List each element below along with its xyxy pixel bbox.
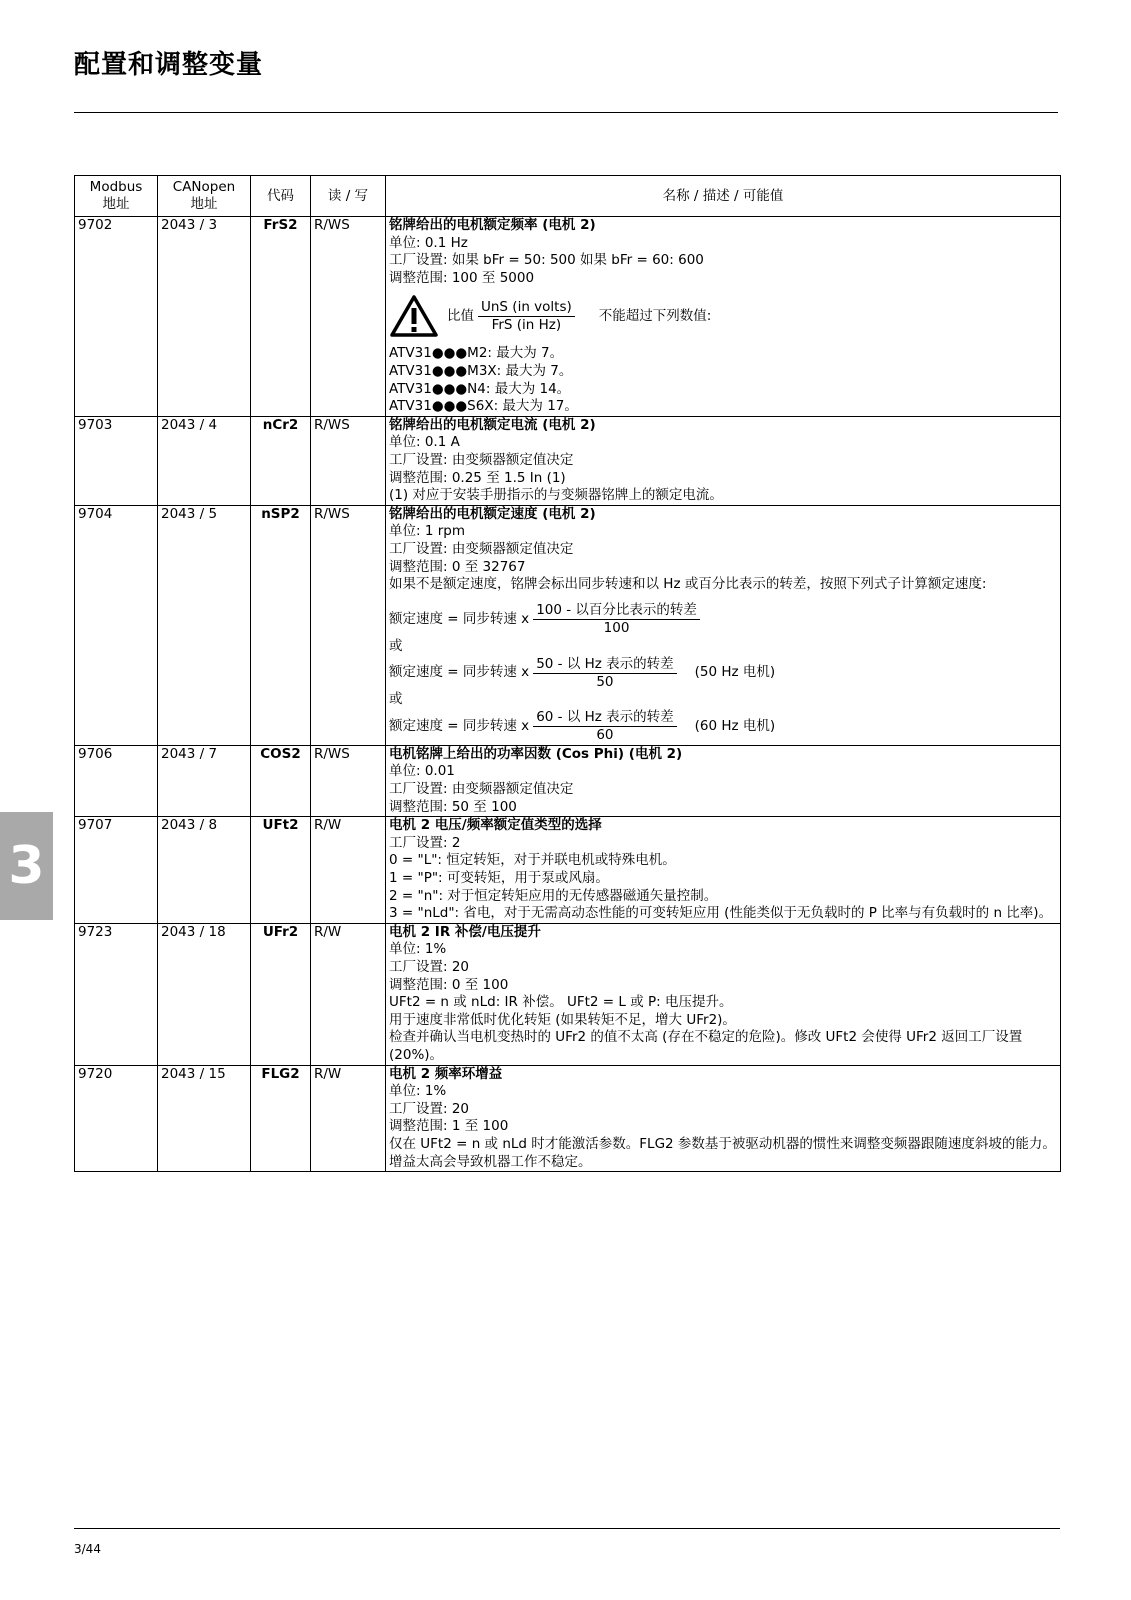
description-line: 调整范围: 1 至 100 (389, 1118, 509, 1135)
canopen-address: 2043 / 3 (158, 217, 251, 417)
description-line: 仅在 UFt2 = n 或 nLd 时才能激活参数。FLG2 参数基于被驱动机器的惯性来调整变频器跟随速度斜坡的能力。 (389, 1135, 1056, 1152)
description-line: 0 = "L": 恒定转矩，对于并联电机或特殊电机。 (389, 852, 676, 869)
description-line: 工厂设置: 由变频器额定值决定 (389, 540, 574, 557)
description-line: 调整范围: 0 至 32767 (389, 558, 526, 575)
formula-percent (389, 602, 1057, 638)
formula-note: (50 Hz 电机) (694, 664, 776, 681)
canopen-address: 2043 / 18 (158, 923, 251, 1065)
description-line: 工厂设置: 20 (389, 1100, 470, 1117)
modbus-address: 9703 (75, 416, 158, 505)
formula-note: (60 Hz 电机) (694, 718, 776, 735)
read-write: R/WS (311, 505, 386, 745)
parameter-title: 电机 2 IR 补偿/电压提升 (389, 923, 541, 940)
or-label: 或 (389, 637, 403, 654)
parameter-description (386, 817, 1061, 924)
parameter-code: nSP2 (251, 505, 311, 745)
header-modbus-line1: Modbus (89, 179, 143, 195)
header-description: 名称 / 描述 / 可能值 (386, 176, 1061, 217)
header-canopen-line2: 地址 (190, 196, 218, 212)
description-line: 单位: 0.01 (389, 763, 455, 780)
table-row (75, 817, 1061, 924)
parameter-title: 电机 2 电压/频率额定值类型的选择 (389, 817, 602, 834)
ratio-numerator: UnS (in volts) (478, 299, 575, 317)
description-line: 单位: 1% (389, 1083, 447, 1100)
canopen-address: 2043 / 5 (158, 505, 251, 745)
page-title: 配置和调整变量 (74, 50, 264, 80)
parameter-code: FLG2 (251, 1065, 311, 1172)
formula-fraction (533, 656, 676, 691)
description-line: 工厂设置: 由变频器额定值决定 (389, 451, 574, 468)
table-row (75, 923, 1061, 1065)
description-line: (1) 对应于安装手册指示的与变频器铭牌上的额定电流。 (389, 487, 723, 504)
canopen-address: 2043 / 8 (158, 817, 251, 924)
limit-line: ATV31●●●N4: 最大为 14。 (389, 380, 571, 397)
parameter-description (386, 217, 1061, 417)
parameter-title: 铭牌给出的电机额定频率 (电机 2) (389, 217, 596, 233)
description-line: 调整范围: 0.25 至 1.5 In (1) (389, 469, 566, 486)
parameter-description (386, 923, 1061, 1065)
description-line: 增益太高会导致机器工作不稳定。 (389, 1153, 592, 1170)
parameter-description (386, 416, 1061, 505)
description-line: 2 = "n": 对于恒定转矩应用的无传感器磁通矢量控制。 (389, 887, 718, 904)
read-write: R/W (311, 1065, 386, 1172)
description-line: 单位: 0.1 Hz (389, 234, 468, 251)
canopen-address: 2043 / 15 (158, 1065, 251, 1172)
modbus-address: 9720 (75, 1065, 158, 1172)
parameter-code: nCr2 (251, 416, 311, 505)
footer-divider (74, 1528, 1060, 1529)
description-line: 工厂设置: 2 (389, 834, 461, 851)
formula-60hz (389, 709, 1057, 745)
header-modbus (75, 176, 158, 217)
read-write: R/W (311, 817, 386, 924)
read-write: R/WS (311, 217, 386, 417)
description-line: 用于速度非常低时优化转矩 (如果转矩不足，增大 UFr2)。 (389, 1011, 736, 1028)
description-line: 调整范围: 0 至 100 (389, 976, 509, 993)
ratio-label: 比值 (447, 307, 474, 324)
ratio-fraction (478, 299, 575, 334)
table-row (75, 416, 1061, 505)
header-divider (74, 112, 1058, 113)
description-line: 工厂设置: 20 (389, 959, 470, 975)
table-row (75, 1065, 1061, 1172)
formula-numerator: 50 - 以 Hz 表示的转差 (533, 656, 676, 674)
page-number: 3/44 (74, 1542, 101, 1556)
canopen-address: 2043 / 7 (158, 745, 251, 816)
limit-line: ATV31●●●M2: 最大为 7。 (389, 345, 564, 362)
description-line: 1 = "P": 可变转矩，用于泵或风扇。 (389, 870, 609, 887)
parameter-code: UFt2 (251, 817, 311, 924)
formula-denominator: 60 (596, 727, 614, 744)
description-line: 单位: 0.1 A (389, 434, 460, 451)
formula-lhs: 额定速度 = 同步转速 x (389, 610, 530, 627)
parameter-description (386, 505, 1061, 745)
parameter-title: 铭牌给出的电机额定电流 (电机 2) (389, 416, 596, 433)
modbus-address: 9704 (75, 505, 158, 745)
header-code: 代码 (251, 176, 311, 217)
parameter-description (386, 745, 1061, 816)
parameter-code: COS2 (251, 745, 311, 816)
header-modbus-line2: 地址 (102, 196, 130, 212)
ratio-limit-text: 不能超过下列数值: (598, 307, 712, 324)
parameter-title: 铭牌给出的电机额定速度 (电机 2) (389, 505, 596, 522)
header-read-write: 读 / 写 (311, 176, 386, 217)
header-canopen (158, 176, 251, 217)
formula-50hz (389, 655, 1057, 691)
formula-lhs: 额定速度 = 同步转速 x (389, 718, 530, 735)
formula-numerator: 60 - 以 Hz 表示的转差 (533, 709, 676, 727)
description-line: 调整范围: 50 至 100 (389, 798, 517, 815)
description-line: 单位: 1% (389, 941, 447, 958)
formula-lhs: 额定速度 = 同步转速 x (389, 664, 530, 681)
description-line: 3 = "nLd": 省电，对于无需高动态性能的可变转矩应用 (性能类似于无负载时的 P 比率与有负载时的 n 比率)。 (389, 905, 1053, 922)
description-line: 检查并确认当电机变热时的 UFr2 的值不太高 (存在不稳定的危险)。修改 UFt2 会使得 UFr2 返回工厂设置 (20%)。 (389, 1029, 1023, 1063)
description-line: 如果不是额定速度，铭牌会标出同步转速和以 Hz 或百分比表示的转差，按照下列式子计算额定速度: (389, 576, 987, 593)
header-canopen-line1: CANopen (172, 179, 236, 195)
ratio-denominator: FrS (in Hz) (491, 316, 562, 333)
parameter-code: UFr2 (251, 923, 311, 1065)
parameter-code: FrS2 (251, 217, 311, 417)
limit-line: ATV31●●●M3X: 最大为 7。 (389, 362, 573, 379)
modbus-address: 9702 (75, 217, 158, 417)
formula-denominator: 50 (596, 673, 614, 690)
description-line: 调整范围: 100 至 5000 (389, 269, 535, 286)
formula-numerator: 100 - 以百分比表示的转差 (533, 602, 700, 620)
description-line: 工厂设置: 由变频器额定值决定 (389, 781, 574, 798)
ratio-warning (389, 293, 1057, 339)
modbus-address: 9707 (75, 817, 158, 924)
canopen-address: 2043 / 4 (158, 416, 251, 505)
description-line: 单位: 1 rpm (389, 523, 465, 540)
description-line: 工厂设置: 如果 bFr = 50: 500 如果 bFr = 60: 600 (389, 252, 704, 269)
table-row (75, 745, 1061, 816)
warning-icon (389, 294, 439, 338)
parameter-table (74, 175, 1061, 1172)
table-row (75, 505, 1061, 745)
description-line: UFt2 = n 或 nLd: IR 补偿。 UFt2 = L 或 P: 电压提升。 (389, 994, 733, 1011)
table-row (75, 217, 1061, 417)
modbus-address: 9723 (75, 923, 158, 1065)
formula-denominator: 100 (603, 620, 630, 637)
limit-line: ATV31●●●S6X: 最大为 17。 (389, 398, 578, 415)
formula-fraction (533, 709, 676, 744)
read-write: R/WS (311, 416, 386, 505)
modbus-address: 9706 (75, 745, 158, 816)
parameter-title: 电机 2 频率环增益 (389, 1065, 503, 1082)
chapter-tab: 3 (0, 812, 53, 920)
read-write: R/WS (311, 745, 386, 816)
parameter-description (386, 1065, 1061, 1172)
read-write: R/W (311, 923, 386, 1065)
or-label: 或 (389, 691, 403, 708)
parameter-title: 电机铭牌上给出的功率因数 (Cos Phi) (电机 2) (389, 745, 683, 762)
formula-fraction (533, 602, 700, 637)
table-header-row (75, 176, 1061, 217)
